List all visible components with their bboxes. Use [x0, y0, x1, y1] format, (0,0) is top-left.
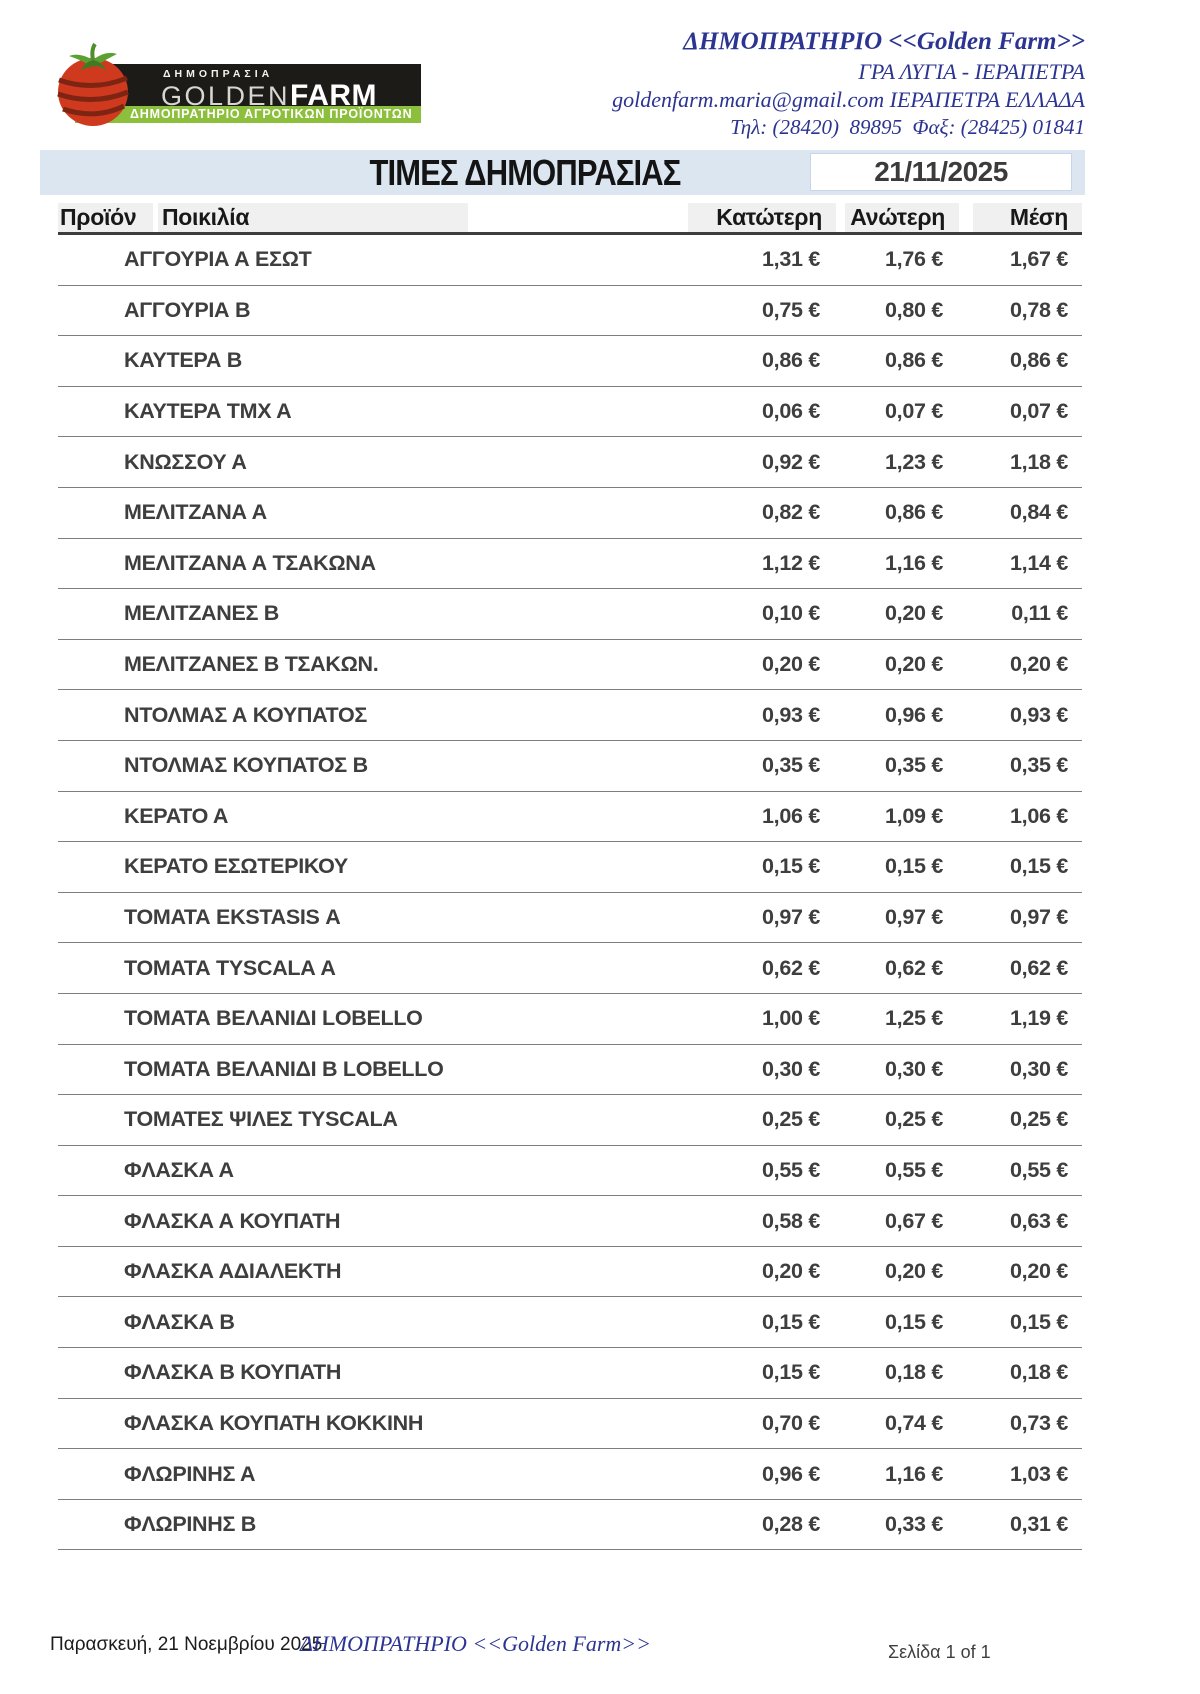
cell-mean: 0,62 €	[1010, 955, 1068, 980]
cell-mean: 0,86 €	[1010, 348, 1068, 373]
cell-name: ΤΟΜΑΤΑ ΒΕΛΑΝΙΔΙ Β LOBELLO	[124, 1056, 444, 1081]
cell-mean: 0,55 €	[1010, 1157, 1068, 1182]
cell-low: 0,86 €	[762, 348, 820, 373]
cell-high: 0,33 €	[885, 1512, 943, 1537]
table-row	[58, 589, 1082, 640]
cell-name: ΦΛΑΣΚΑ ΑΔΙΑΛΕΚΤΗ	[124, 1259, 342, 1284]
cell-name: ΦΛΩΡΙΝΗΣ Β	[124, 1512, 256, 1537]
cell-high: 1,23 €	[885, 449, 943, 474]
cell-low: 0,55 €	[762, 1157, 820, 1182]
cell-high: 0,67 €	[885, 1208, 943, 1233]
company-name-line: ΔΗΜΟΠΡΑΤΗΡΙΟ <<Golden Farm>>	[683, 28, 1085, 55]
cell-mean: 1,03 €	[1010, 1461, 1068, 1486]
title-bar	[40, 150, 1085, 195]
table-row	[58, 1500, 1082, 1551]
table-rows	[58, 235, 1082, 1550]
cell-mean: 0,20 €	[1010, 652, 1068, 677]
cell-name: ΚΝΩΣΣΟΥ Α	[124, 449, 247, 474]
tomato-icon	[55, 42, 135, 130]
table-row	[58, 842, 1082, 893]
cell-low: 0,58 €	[762, 1208, 820, 1233]
table-row	[58, 792, 1082, 843]
cell-low: 0,93 €	[762, 702, 820, 727]
cell-mean: 1,67 €	[1010, 247, 1068, 272]
table-row	[58, 893, 1082, 944]
table-row	[58, 1146, 1082, 1197]
cell-name: ΤΟΜΑΤΑ ΒΕΛΑΝΙΔΙ LOBELLO	[124, 1006, 423, 1031]
cell-mean: 1,18 €	[1010, 449, 1068, 474]
table-row	[58, 1095, 1082, 1146]
cell-mean: 1,19 €	[1010, 1006, 1068, 1031]
column-header-variety: Ποικιλία	[158, 203, 468, 232]
cell-high: 0,15 €	[885, 1309, 943, 1334]
cell-high: 0,20 €	[885, 601, 943, 626]
cell-low: 0,92 €	[762, 449, 820, 474]
cell-low: 0,97 €	[762, 905, 820, 930]
cell-low: 1,31 €	[762, 247, 820, 272]
column-header-high: Ανώτερη	[845, 203, 959, 232]
page-title: ΤΙΜΕΣ ΔΗΜΟΠΡΑΣΙΑΣ	[369, 152, 681, 193]
column-header-mean: Μέση	[973, 203, 1082, 232]
cell-low: 0,15 €	[762, 1360, 820, 1385]
table-row	[58, 437, 1082, 488]
logo-brand	[161, 79, 377, 113]
cell-mean: 0,78 €	[1010, 297, 1068, 322]
cell-mean: 1,06 €	[1010, 803, 1068, 828]
cell-high: 0,35 €	[885, 753, 943, 778]
logo-tagline: ΔΗΜΟΠΡΑΤΗΡΙΟ ΑΓΡΟΤΙΚΩΝ ΠΡΟΪΟΝΤΩΝ	[130, 107, 413, 121]
company-header	[612, 26, 1085, 141]
table-row	[58, 1297, 1082, 1348]
table-row	[58, 943, 1082, 994]
cell-name: ΑΓΓΟΥΡΙΑ Β	[124, 297, 251, 322]
golden-farm-logo	[55, 42, 421, 130]
cell-mean: 0,73 €	[1010, 1410, 1068, 1435]
table-row	[58, 286, 1082, 337]
cell-high: 0,86 €	[885, 500, 943, 525]
cell-low: 0,28 €	[762, 1512, 820, 1537]
cell-low: 0,06 €	[762, 399, 820, 424]
cell-mean: 0,63 €	[1010, 1208, 1068, 1233]
cell-high: 0,15 €	[885, 854, 943, 879]
cell-mean: 0,31 €	[1010, 1512, 1068, 1537]
table-row	[58, 336, 1082, 387]
cell-high: 0,55 €	[885, 1157, 943, 1182]
table-row	[58, 741, 1082, 792]
table-row	[58, 640, 1082, 691]
cell-name: ΤΟΜΑΤΕΣ ΨΙΛΕΣ TYSCALA	[124, 1107, 398, 1132]
cell-name: ΜΕΛΙΤΖΑΝΕΣ Β ΤΣΑΚΩΝ.	[124, 652, 379, 677]
cell-high: 0,86 €	[885, 348, 943, 373]
cell-name: ΝΤΟΛΜΑΣ ΚΟΥΠΑΤΟΣ Β	[124, 753, 368, 778]
cell-mean: 0,84 €	[1010, 500, 1068, 525]
logo-golden-text: GOLDEN	[161, 81, 291, 111]
column-header-product: Προϊόν	[58, 203, 153, 232]
cell-low: 0,20 €	[762, 652, 820, 677]
table-row	[58, 1348, 1082, 1399]
cell-name: ΚΑΥΤΕΡΑ Β	[124, 348, 242, 373]
cell-high: 1,76 €	[885, 247, 943, 272]
cell-mean: 0,30 €	[1010, 1056, 1068, 1081]
cell-high: 0,80 €	[885, 297, 943, 322]
table-row	[58, 539, 1082, 590]
cell-mean: 0,15 €	[1010, 1309, 1068, 1334]
cell-name: ΦΛΑΣΚΑ Β	[124, 1309, 235, 1334]
cell-low: 0,82 €	[762, 500, 820, 525]
company-email-line: goldenfarm.maria@gmail.com ΙΕΡΑΠΕΤΡΑ ΕΛΛΑΔΑ	[612, 87, 1085, 113]
cell-low: 0,30 €	[762, 1056, 820, 1081]
cell-mean: 0,18 €	[1010, 1360, 1068, 1385]
cell-high: 1,09 €	[885, 803, 943, 828]
cell-low: 0,15 €	[762, 854, 820, 879]
cell-high: 0,96 €	[885, 702, 943, 727]
cell-high: 0,74 €	[885, 1410, 943, 1435]
cell-low: 0,70 €	[762, 1410, 820, 1435]
cell-mean: 0,15 €	[1010, 854, 1068, 879]
cell-high: 0,07 €	[885, 399, 943, 424]
cell-mean: 0,11 €	[1011, 601, 1068, 626]
cell-name: ΦΛΑΣΚΑ Β ΚΟΥΠΑΤΗ	[124, 1360, 342, 1385]
footer-company: ΔΗΜΟΠΡΑΤΗΡΙΟ <<Golden Farm>>	[300, 1631, 651, 1656]
cell-low: 0,75 €	[762, 297, 820, 322]
table-row	[58, 1247, 1082, 1298]
cell-high: 0,20 €	[885, 1259, 943, 1284]
cell-name: ΚΕΡΑΤΟ Α	[124, 803, 229, 828]
cell-name: ΤΟΜΑΤΑ TYSCALA Α	[124, 955, 336, 980]
cell-mean: 0,20 €	[1010, 1259, 1068, 1284]
cell-mean: 0,07 €	[1010, 399, 1068, 424]
cell-low: 0,15 €	[762, 1309, 820, 1334]
cell-name: ΦΛΑΣΚΑ ΚΟΥΠΑΤΗ ΚΟΚΚΙΝΗ	[124, 1410, 424, 1435]
cell-low: 1,06 €	[762, 803, 820, 828]
cell-name: ΦΛΑΣΚΑ Α ΚΟΥΠΑΤΗ	[124, 1208, 341, 1233]
cell-high: 1,16 €	[885, 550, 943, 575]
cell-name: ΜΕΛΙΤΖΑΝΑ Α	[124, 500, 267, 525]
cell-low: 0,20 €	[762, 1259, 820, 1284]
table-row	[58, 690, 1082, 741]
auction-date: 21/11/2025	[810, 153, 1072, 191]
cell-high: 0,97 €	[885, 905, 943, 930]
cell-low: 0,35 €	[762, 753, 820, 778]
cell-high: 1,25 €	[885, 1006, 943, 1031]
cell-mean: 0,93 €	[1010, 702, 1068, 727]
cell-name: ΜΕΛΙΤΖΑΝΕΣ Β	[124, 601, 280, 626]
table-row	[58, 235, 1082, 286]
cell-high: 1,16 €	[885, 1461, 943, 1486]
cell-high: 0,25 €	[885, 1107, 943, 1132]
cell-low: 0,62 €	[762, 955, 820, 980]
table-row	[58, 1449, 1082, 1500]
footer-date: Παρασκευή, 21 Νοεμβρίου 2025	[50, 1634, 323, 1655]
footer-page-number: Σελίδα 1 of 1	[888, 1642, 991, 1662]
table-row	[58, 387, 1082, 438]
company-phone-line: Τηλ: (28420) 89895 Φαξ: (28425) 01841	[730, 115, 1085, 140]
company-location-line: ΓΡΑ ΛΥΓΙΑ - ΙΕΡΑΠΕΤΡΑ	[858, 59, 1085, 84]
cell-name: ΤΟΜΑΤΑ EKSTASIS Α	[124, 905, 341, 930]
table-row	[58, 1399, 1082, 1450]
cell-low: 0,96 €	[762, 1461, 820, 1486]
column-header-low: Κατώτερη	[688, 203, 836, 232]
cell-high: 0,62 €	[885, 955, 943, 980]
cell-name: ΚΕΡΑΤΟ ΕΣΩΤΕΡΙΚΟΥ	[124, 854, 348, 879]
cell-high: 0,18 €	[885, 1360, 943, 1385]
table-row	[58, 994, 1082, 1045]
cell-low: 1,12 €	[762, 550, 820, 575]
cell-low: 0,25 €	[762, 1107, 820, 1132]
cell-name: ΝΤΟΛΜΑΣ Α ΚΟΥΠΑΤΟΣ	[124, 702, 368, 727]
cell-mean: 0,25 €	[1010, 1107, 1068, 1132]
cell-mean: 1,14 €	[1010, 550, 1068, 575]
cell-low: 1,00 €	[762, 1006, 820, 1031]
logo-farm-text: FARM	[290, 79, 378, 112]
cell-name: ΜΕΛΙΤΖΑΝΑ Α ΤΣΑΚΩΝΑ	[124, 550, 376, 575]
table-row	[58, 488, 1082, 539]
cell-name: ΚΑΥΤΕΡΑ ΤΜΧ Α	[124, 399, 292, 424]
cell-mean: 0,35 €	[1010, 753, 1068, 778]
logo-auction-label: ΔΗΜΟΠΡΑΣΙΑ	[163, 68, 274, 80]
cell-name: ΦΛΑΣΚΑ Α	[124, 1157, 234, 1182]
cell-name: ΦΛΩΡΙΝΗΣ Α	[124, 1461, 256, 1486]
cell-low: 0,10 €	[762, 601, 820, 626]
table-row	[58, 1196, 1082, 1247]
cell-high: 0,20 €	[885, 652, 943, 677]
cell-name: ΑΓΓΟΥΡΙΑ Α ΕΣΩΤ	[124, 247, 312, 272]
table-row	[58, 1045, 1082, 1096]
cell-mean: 0,97 €	[1010, 905, 1068, 930]
cell-high: 0,30 €	[885, 1056, 943, 1081]
